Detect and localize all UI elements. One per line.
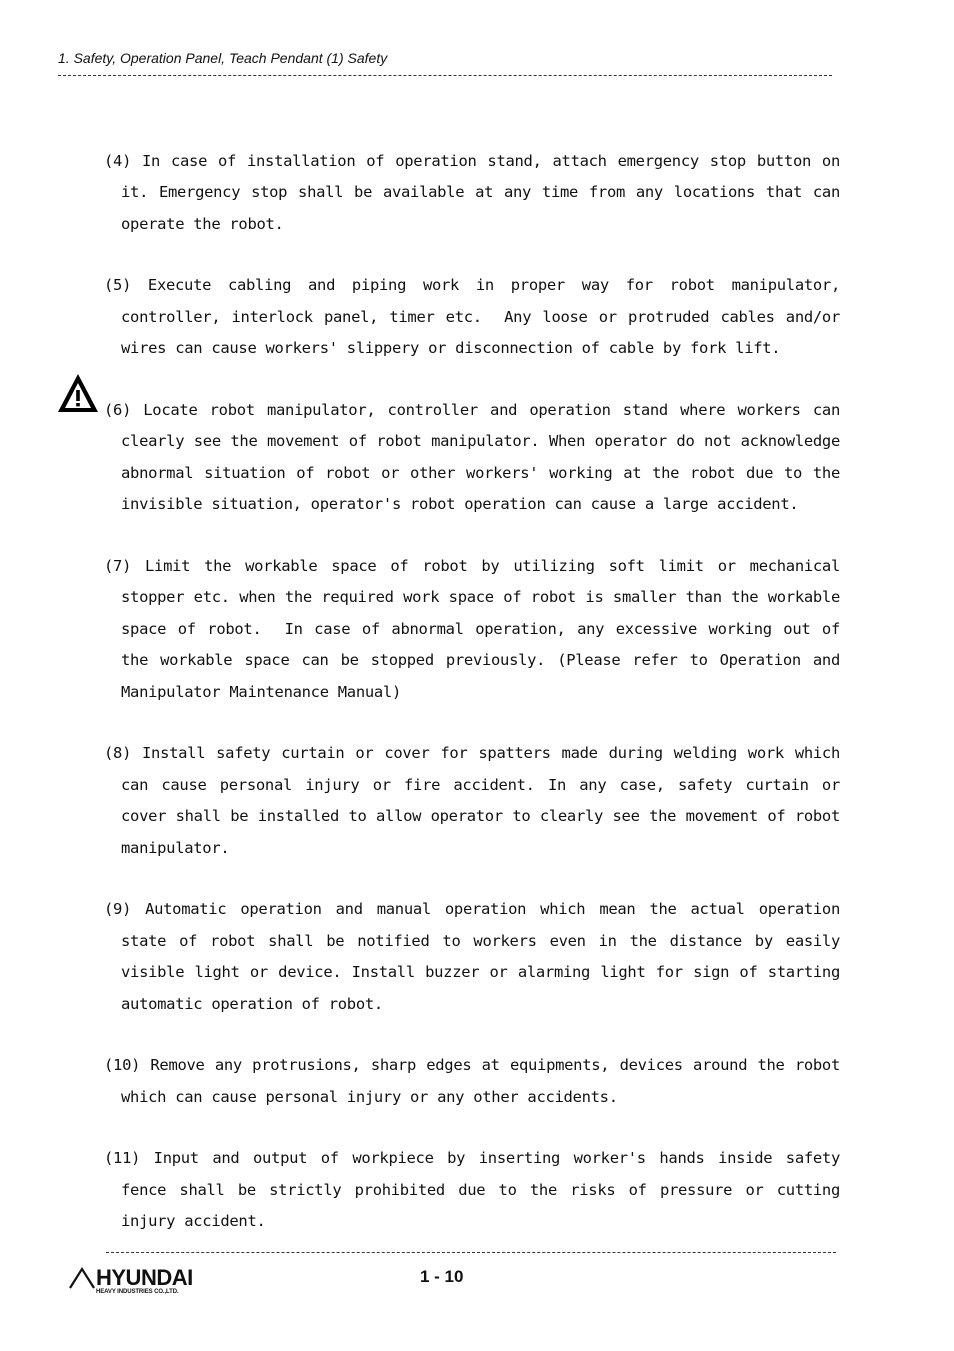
footer-divider <box>106 1252 836 1253</box>
warning-triangle-icon <box>56 372 100 414</box>
safety-item-10: (10) Remove any protrusions, sharp edges at equipments, devices around the robot which can cause personal injury or any other accidents. <box>104 1056 850 1106</box>
header-divider <box>58 75 832 76</box>
page-number: 1 - 10 <box>420 1267 464 1286</box>
safety-item-6: (6) Locate robot manipulator, controller and operation stand where workers can clearly see the movement of robot manipulator. When operator do not acknowledge abnormal situation of robot or other workers' working at the robot due to the invisible situation, operator's robot operation can cause a large accident. <box>104 400 850 513</box>
logo-name: HYUNDAI <box>96 1265 193 1290</box>
safety-item-7: (7) Limit the workable space of robot by utilizing soft limit or mechanical stopper etc. when the required work space of robot is smaller than the workable space of robot. In case of abnormal operation, any excessive working out of the workable space can be stopped previously. (Please refer to Operation and Manipulator Maintenance Manual) <box>104 556 850 701</box>
page-header: 1. Safety, Operation Panel, Teach Pendant (1) Safety <box>58 50 388 66</box>
safety-item-11: (11) Input and output of workpiece by inserting worker's hands inside safety fence shall be strictly prohibited due to the risks of pressure or cutting injury accident. <box>104 1149 850 1230</box>
hyundai-logo <box>68 1266 208 1300</box>
safety-item-9: (9) Automatic operation and manual operation which mean the actual operation state of robot shall be notified to workers even in the distance by easily visible light or device. Install buzzer or alarming light for sign of starting automatic operation of robot. <box>104 900 850 1013</box>
safety-item-list <box>104 130 850 1268</box>
safety-item-8: (8) Install safety curtain or cover for spatters made during welding work which can cause personal injury or fire accident. In any case, safety curtain or cover shall be installed to allow operator to clearly see the movement of robot manipulator. <box>104 744 850 857</box>
logo-subtitle: HEAVY INDUSTRIES CO.,LTD. <box>96 1289 179 1295</box>
safety-item-5: (5) Execute cabling and piping work in proper way for robot manipulator, controller, interlock panel, timer etc. Any loose or protruded cables and/or wires can cause workers' slippery or disconnection of cable by fork lift. <box>104 276 850 357</box>
hyundai-logo-icon <box>68 1266 96 1290</box>
safety-item-4: (4) In case of installation of operation stand, attach emergency stop button on it. Emergency stop shall be available at any time from any locations that can operate the robot. <box>104 151 850 233</box>
